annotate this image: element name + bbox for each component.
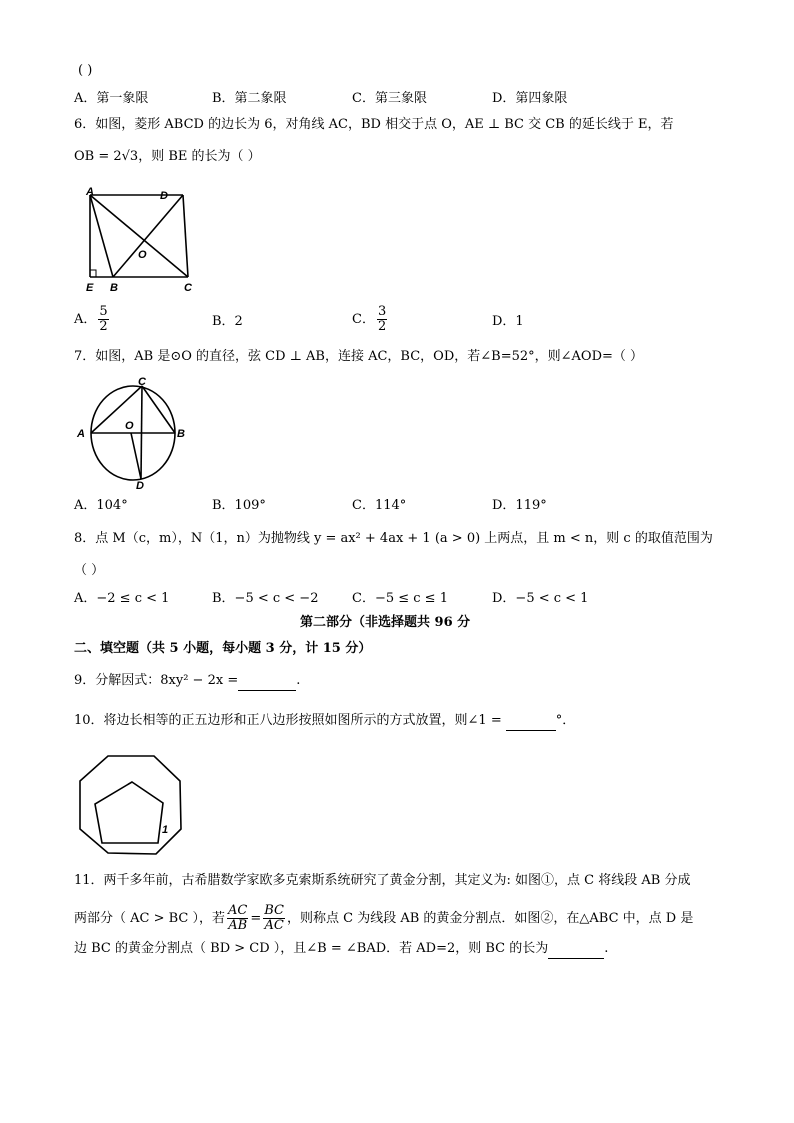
q11-fraction1-numerator: AC xyxy=(228,903,248,918)
q11-line2-start: 两部分（ AC > BC ），若 xyxy=(74,911,225,926)
q8-option-d: D．−5 < c < 1 xyxy=(492,591,589,606)
q11-equals: = xyxy=(250,911,262,926)
q7-option-c: C．114° xyxy=(352,498,407,513)
q6-label-d: D xyxy=(160,190,168,202)
q7-line-ac xyxy=(91,386,142,433)
q6-right-angle-mark xyxy=(90,270,96,277)
q10-answer-blank xyxy=(506,712,556,731)
q11-line3-text: 边 BC 的黄金分割点（ BD > CD ），且∠B = ∠BAD．若 AD=2，则 BC 的长为 xyxy=(74,941,549,956)
q9-text: 9．分解因式：8xy² − 2x = xyxy=(74,673,239,688)
q11-fraction2-numerator: BC xyxy=(264,903,284,918)
q6-label-c: C xyxy=(184,282,192,294)
q6-option-c-prefix: C． xyxy=(352,312,375,327)
q6-option-a-fraction xyxy=(98,305,108,334)
q6-label-e: E xyxy=(86,282,94,294)
q10-text: 10．将边长相等的正五边形和正八边形按照如图所示的方式放置，则∠1 = xyxy=(74,713,502,728)
q8-option-a: A．−2 ≤ c < 1 xyxy=(74,591,170,606)
q10-regular-pentagon xyxy=(95,782,163,843)
q6-label-o: O xyxy=(138,249,147,261)
q11-end: . xyxy=(604,941,609,956)
section2-title: 二、填空题（共 5 小题，每小题 3 分，计 15 分） xyxy=(74,641,372,656)
q7-chord-cd xyxy=(141,386,142,479)
q6-stem-line2: OB = 2√3，则 BE 的长为（ ） xyxy=(74,149,261,164)
q11-stem-line1: 11．两千多年前，古希腊数学家欧多克索斯系统研究了黄金分割，其定义为: 如图①，点 C 将线段 AB 分成 xyxy=(74,873,691,888)
q7-label-a: A xyxy=(77,428,85,440)
q5-option-b: B．第二象限 xyxy=(212,91,287,106)
q5-answer-paren: ( ) xyxy=(78,63,93,78)
q9-stem xyxy=(74,672,300,691)
q7-circle-figure xyxy=(74,375,194,490)
q6-edge-ab xyxy=(90,195,113,277)
q11-stem-line3 xyxy=(74,940,608,959)
q8-option-b: B．−5 < c < −2 xyxy=(212,591,319,606)
q5-option-c: C．第三象限 xyxy=(352,91,427,106)
q10-stem xyxy=(74,712,575,731)
q7-label-d: D xyxy=(136,480,144,490)
q6-option-c-fraction xyxy=(377,305,387,334)
q6-edge-dc xyxy=(183,195,188,277)
part2-title: 第二部分（非选择题共 96 分 xyxy=(300,615,471,630)
q6-rhombus-figure xyxy=(80,185,200,295)
q11-stem-line2 xyxy=(74,904,693,933)
q10-polygon-figure xyxy=(76,753,191,858)
q11-fraction-ac-ab xyxy=(227,904,248,933)
q7-stem-line1: 7．如图，AB 是⊙O 的直径，弦 CD ⊥ AB，连接 AC，BC，OD，若∠B=52°，则∠AOD=（ ） xyxy=(74,349,644,364)
q7-option-d: D．119° xyxy=(492,498,547,513)
q9-answer-blank xyxy=(238,672,296,691)
q11-answer-blank xyxy=(548,940,604,959)
q7-option-a: A．104° xyxy=(74,498,128,513)
q6-option-a-denominator: 2 xyxy=(99,319,108,334)
q7-label-o: O xyxy=(125,420,134,432)
q5-option-a: A．第一象限 xyxy=(74,91,149,106)
q10-angle-1-label: 1 xyxy=(162,824,169,836)
q6-option-c-denominator: 2 xyxy=(377,319,387,334)
q6-option-d: D．1 xyxy=(492,314,524,329)
q5-option-d: D．第四象限 xyxy=(492,91,568,106)
q6-option-a xyxy=(74,305,111,334)
q7-label-c: C xyxy=(138,376,146,388)
q9-end: . xyxy=(296,673,301,688)
q11-fraction2-denominator: AC xyxy=(264,918,284,933)
q11-fraction1-denominator: AB xyxy=(228,918,248,933)
q6-label-a: A xyxy=(86,186,94,198)
q6-option-a-numerator: 5 xyxy=(99,304,108,319)
q7-option-b: B．109° xyxy=(212,498,266,513)
q10-end: °． xyxy=(555,713,576,728)
q8-option-c: C．−5 ≤ c ≤ 1 xyxy=(352,591,448,606)
q6-option-a-prefix: A． xyxy=(74,312,97,327)
q6-option-c-numerator: 3 xyxy=(377,304,387,319)
q7-label-b: B xyxy=(177,428,185,440)
q6-stem-line1: 6．如图，菱形 ABCD 的边长为 6，对角线 AC，BD 相交于点 O，AE ⊥ BC 交 CB 的延长线于 E，若 xyxy=(74,117,674,132)
q11-line2-end: ，则称点 C 为线段 AB 的黄金分割点．如图②，在△ABC 中，点 D 是 xyxy=(287,911,694,926)
q6-option-c xyxy=(352,305,389,334)
q6-option-b: B．2 xyxy=(212,314,243,329)
q11-fraction-bc-ac xyxy=(263,904,285,933)
q7-line-od xyxy=(131,433,141,479)
q8-stem-line1: 8．点 M（c，m），N（1，n）为抛物线 y = ax² + 4ax + 1 (a > 0) 上两点，且 m < n，则 c 的取值范围为 xyxy=(74,531,713,546)
q6-label-b: B xyxy=(110,282,118,294)
q8-answer-paren: （ ） xyxy=(74,563,105,578)
